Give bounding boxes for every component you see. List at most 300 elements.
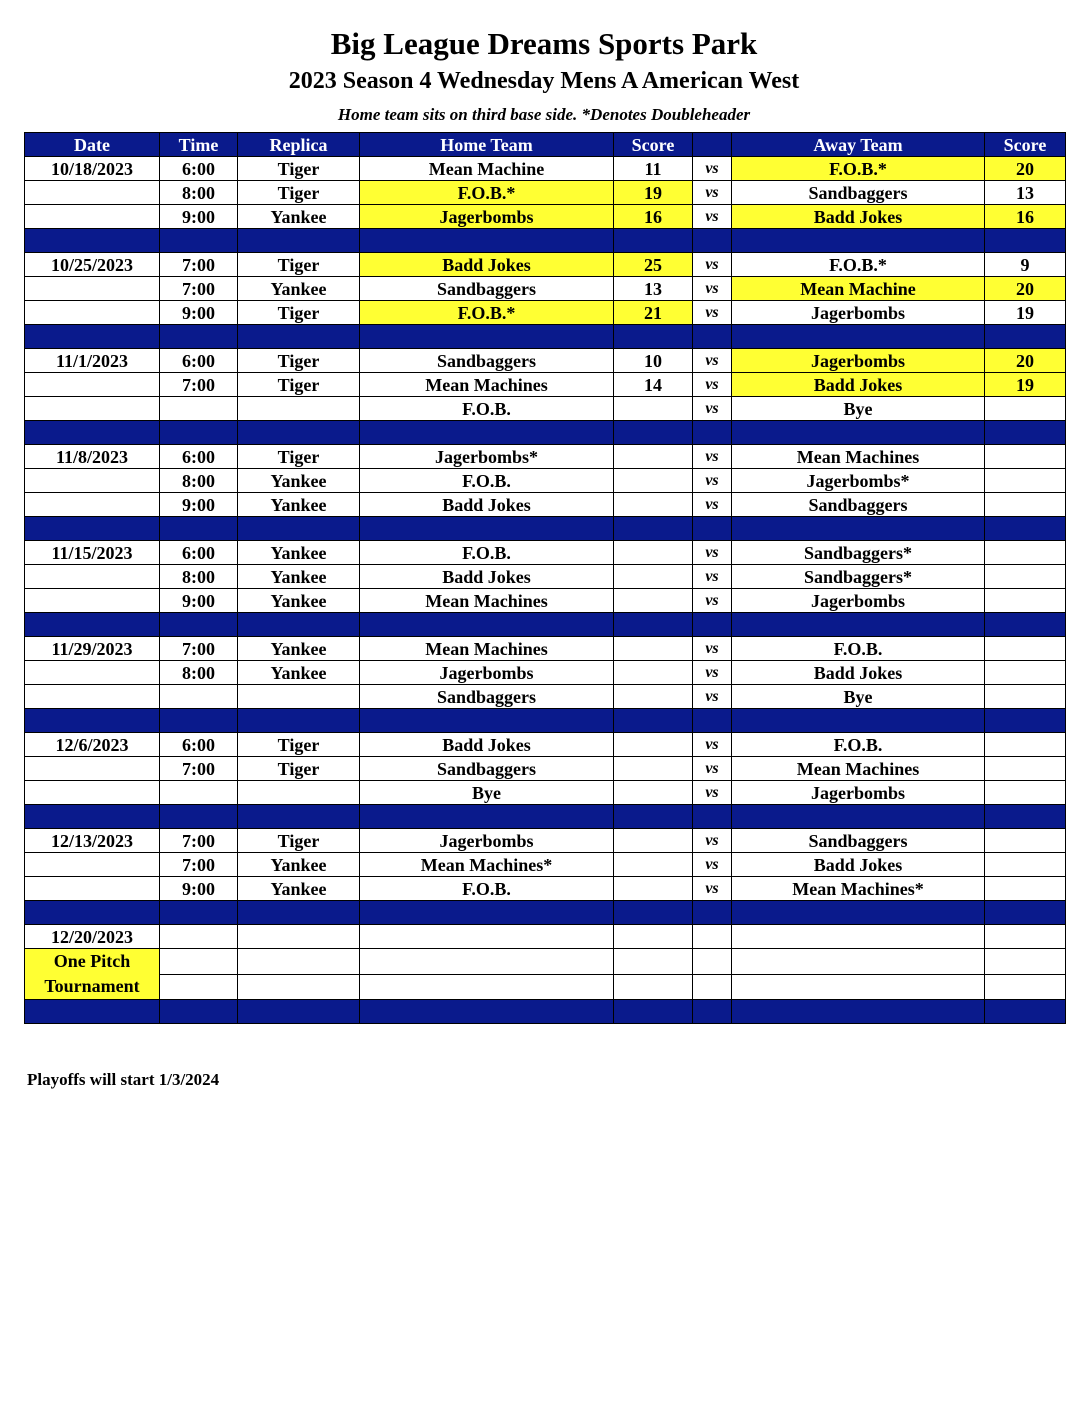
vs-label: vs [693,757,732,781]
separator-cell [238,1000,360,1024]
game-replica [238,685,360,709]
home-score [614,661,693,685]
home-score: 13 [614,277,693,301]
game-time: 8:00 [160,469,238,493]
separator-cell [985,901,1066,925]
game-replica: Tiger [238,829,360,853]
header-note: Home team sits on third base side. *Denotes Doubleheader [337,105,751,124]
home-score: 25 [614,253,693,277]
separator-cell [985,613,1066,637]
separator-cell [160,805,238,829]
game-date [25,565,160,589]
home-score [614,757,693,781]
game-replica [238,397,360,421]
away-score: 19 [985,301,1066,325]
home-team: F.O.B.* [360,181,614,205]
game-row [25,205,1066,229]
home-score: 21 [614,301,693,325]
game-date: 11/15/2023 [25,541,160,565]
empty-cell [614,925,693,949]
vs-label: vs [693,781,732,805]
separator-cell [614,229,693,253]
separator-cell [693,901,732,925]
empty-cell [985,974,1066,1000]
tournament-row [25,949,1066,975]
game-time: 9:00 [160,493,238,517]
game-row [25,181,1066,205]
vs-label: vs [693,877,732,901]
home-score: 16 [614,205,693,229]
separator-cell [693,709,732,733]
game-time: 7:00 [160,757,238,781]
away-team: Mean Machine [732,277,985,301]
game-time [160,397,238,421]
game-row [25,277,1066,301]
empty-cell [238,949,360,975]
game-row [25,349,1066,373]
game-date [25,685,160,709]
home-team: Bye [360,781,614,805]
separator-cell [985,1000,1066,1024]
game-replica: Tiger [238,181,360,205]
away-score: 20 [985,349,1066,373]
away-score [985,469,1066,493]
away-score [985,637,1066,661]
separator-cell [160,325,238,349]
page-subtitle: 2023 Season 4 Wednesday Mens A American West [288,68,800,94]
separator-cell [360,325,614,349]
col-replica: Replica [238,133,360,157]
separator-cell [360,901,614,925]
separator-cell [238,517,360,541]
separator-cell [985,709,1066,733]
separator-cell [732,805,985,829]
game-date [25,397,160,421]
separator-cell [25,1000,160,1024]
game-row [25,445,1066,469]
game-row [25,733,1066,757]
tournament-line-2: Tournament [44,976,140,996]
away-score: 13 [985,181,1066,205]
game-row [25,157,1066,181]
away-team: Jagerbombs [732,781,985,805]
separator-cell [160,517,238,541]
game-row [25,541,1066,565]
game-date [25,205,160,229]
separator-cell [160,709,238,733]
away-team: Mean Machines [732,757,985,781]
separator-cell [732,517,985,541]
game-row [25,853,1066,877]
separator-cell [160,901,238,925]
col-away-team: Away Team [732,133,985,157]
vs-label: vs [693,397,732,421]
separator-cell [985,421,1066,445]
week-separator [25,709,1066,733]
game-time: 6:00 [160,445,238,469]
away-score [985,565,1066,589]
week-separator [25,229,1066,253]
away-score [985,829,1066,853]
final-date-row [25,925,1066,949]
game-time: 9:00 [160,589,238,613]
game-date: 10/25/2023 [25,253,160,277]
empty-cell [732,949,985,975]
tournament-label [25,949,160,1000]
empty-cell [732,925,985,949]
separator-cell [238,421,360,445]
home-team: Sandbaggers [360,685,614,709]
home-team: Mean Machine [360,157,614,181]
home-team: Jagerbombs [360,661,614,685]
separator-cell [693,1000,732,1024]
vs-label: vs [693,493,732,517]
home-team: Jagerbombs [360,205,614,229]
vs-label: vs [693,445,732,469]
empty-cell [160,974,238,1000]
game-replica: Tiger [238,445,360,469]
game-date [25,757,160,781]
home-score [614,637,693,661]
separator-cell [238,901,360,925]
game-replica: Yankee [238,469,360,493]
empty-cell [614,949,693,975]
game-row [25,757,1066,781]
game-date: 11/29/2023 [25,637,160,661]
vs-label: vs [693,589,732,613]
away-score: 20 [985,157,1066,181]
home-team: Badd Jokes [360,733,614,757]
home-score [614,541,693,565]
home-score [614,685,693,709]
separator-cell [614,805,693,829]
separator-cell [614,613,693,637]
game-time: 7:00 [160,277,238,301]
separator-cell [732,613,985,637]
away-score [985,589,1066,613]
game-replica: Yankee [238,565,360,589]
away-team: Jagerbombs [732,349,985,373]
home-score [614,853,693,877]
empty-cell [160,949,238,975]
separator-cell [25,613,160,637]
away-score [985,445,1066,469]
separator-cell [25,421,160,445]
separator-cell [732,901,985,925]
home-team: Mean Machines [360,373,614,397]
game-row [25,373,1066,397]
away-team: Jagerbombs [732,589,985,613]
home-team: F.O.B.* [360,301,614,325]
game-date: 10/18/2023 [25,157,160,181]
empty-cell [614,974,693,1000]
away-team: Badd Jokes [732,661,985,685]
away-team: Mean Machines [732,445,985,469]
game-date [25,469,160,493]
away-score [985,493,1066,517]
page-title: Big League Dreams Sports Park [330,26,758,61]
away-team: Jagerbombs* [732,469,985,493]
separator-cell [614,709,693,733]
separator-cell [160,229,238,253]
empty-cell [238,925,360,949]
col-home-team: Home Team [360,133,614,157]
game-date: 12/13/2023 [25,829,160,853]
separator-cell [693,229,732,253]
separator-cell [614,1000,693,1024]
game-time: 6:00 [160,541,238,565]
separator-cell [25,709,160,733]
game-replica: Yankee [238,877,360,901]
game-time: 6:00 [160,733,238,757]
away-team: Sandbaggers [732,493,985,517]
home-score [614,493,693,517]
home-score [614,877,693,901]
game-row [25,685,1066,709]
game-time: 9:00 [160,877,238,901]
vs-label: vs [693,853,732,877]
home-score [614,397,693,421]
game-row [25,877,1066,901]
home-team: Badd Jokes [360,253,614,277]
home-score [614,589,693,613]
empty-cell [360,974,614,1000]
separator-cell [693,613,732,637]
separator-cell [360,709,614,733]
separator-cell [693,325,732,349]
empty-cell [693,925,732,949]
vs-label: vs [693,205,732,229]
separator-cell [614,901,693,925]
away-score [985,781,1066,805]
game-row [25,469,1066,493]
week-separator [25,517,1066,541]
separator-cell [614,517,693,541]
separator-cell [160,421,238,445]
home-team: Sandbaggers [360,349,614,373]
empty-cell [985,925,1066,949]
home-score [614,733,693,757]
game-time: 7:00 [160,637,238,661]
empty-cell [985,949,1066,975]
empty-cell [732,974,985,1000]
game-time: 6:00 [160,349,238,373]
playoffs-note: Playoffs will start 1/3/2024 [27,1070,220,1089]
game-replica: Yankee [238,205,360,229]
home-team: F.O.B. [360,541,614,565]
away-team: Badd Jokes [732,205,985,229]
away-team: F.O.B.* [732,253,985,277]
separator-cell [732,325,985,349]
game-time: 8:00 [160,661,238,685]
game-row [25,253,1066,277]
game-row [25,493,1066,517]
away-team: Sandbaggers [732,829,985,853]
home-team: Mean Machines [360,637,614,661]
game-replica: Yankee [238,637,360,661]
game-time [160,685,238,709]
separator-cell [985,229,1066,253]
home-team: Jagerbombs [360,829,614,853]
game-date: 12/6/2023 [25,733,160,757]
vs-label: vs [693,661,732,685]
vs-label: vs [693,301,732,325]
home-team: Badd Jokes [360,493,614,517]
game-time: 9:00 [160,301,238,325]
vs-label: vs [693,541,732,565]
home-score [614,565,693,589]
home-team: Sandbaggers [360,757,614,781]
away-score [985,397,1066,421]
away-score [985,733,1066,757]
separator-cell [732,421,985,445]
vs-label: vs [693,469,732,493]
away-team: Badd Jokes [732,373,985,397]
separator-cell [693,805,732,829]
game-time: 8:00 [160,181,238,205]
game-date [25,589,160,613]
separator-cell [732,229,985,253]
final-date: 12/20/2023 [25,925,160,949]
separator-cell [25,805,160,829]
week-separator [25,325,1066,349]
week-separator [25,805,1066,829]
game-replica [238,781,360,805]
away-score [985,685,1066,709]
home-team: Mean Machines* [360,853,614,877]
game-replica: Tiger [238,253,360,277]
separator-cell [614,421,693,445]
separator-cell [25,517,160,541]
away-team: Mean Machines* [732,877,985,901]
separator-cell [238,709,360,733]
vs-label: vs [693,277,732,301]
game-time: 7:00 [160,373,238,397]
week-separator [25,613,1066,637]
empty-cell [360,925,614,949]
home-score: 14 [614,373,693,397]
game-replica: Tiger [238,373,360,397]
game-row [25,589,1066,613]
game-time: 7:00 [160,253,238,277]
separator-cell [160,1000,238,1024]
home-score [614,781,693,805]
vs-label: vs [693,181,732,205]
vs-label: vs [693,565,732,589]
away-score [985,877,1066,901]
game-row [25,781,1066,805]
separator-cell [360,613,614,637]
away-score [985,541,1066,565]
away-score [985,853,1066,877]
away-score [985,661,1066,685]
game-row [25,301,1066,325]
col-away-score: Score [985,133,1066,157]
separator-cell [985,805,1066,829]
col-home-score: Score [614,133,693,157]
vs-label: vs [693,253,732,277]
game-replica: Tiger [238,157,360,181]
game-replica: Yankee [238,589,360,613]
header-row [25,133,1066,157]
game-replica: Tiger [238,301,360,325]
vs-label: vs [693,349,732,373]
separator-cell [985,325,1066,349]
separator-cell [732,1000,985,1024]
separator-cell [238,613,360,637]
empty-cell [238,974,360,1000]
game-date [25,661,160,685]
game-date [25,277,160,301]
game-date [25,853,160,877]
week-separator [25,1000,1066,1024]
game-replica: Tiger [238,349,360,373]
separator-cell [360,805,614,829]
separator-cell [238,805,360,829]
game-replica: Yankee [238,277,360,301]
away-team: Bye [732,397,985,421]
home-team: F.O.B. [360,877,614,901]
game-date [25,781,160,805]
away-score: 20 [985,277,1066,301]
away-team: Badd Jokes [732,853,985,877]
game-time: 7:00 [160,829,238,853]
away-team: Bye [732,685,985,709]
game-date [25,877,160,901]
separator-cell [238,229,360,253]
game-time: 9:00 [160,205,238,229]
away-score: 16 [985,205,1066,229]
separator-cell [693,421,732,445]
vs-label: vs [693,733,732,757]
separator-cell [160,613,238,637]
empty-cell [360,949,614,975]
game-replica: Tiger [238,757,360,781]
col-vs [693,133,732,157]
away-score [985,757,1066,781]
separator-cell [614,325,693,349]
separator-cell [693,517,732,541]
away-team: F.O.B. [732,637,985,661]
vs-label: vs [693,829,732,853]
separator-cell [360,421,614,445]
game-row [25,829,1066,853]
separator-cell [25,901,160,925]
game-time: 6:00 [160,157,238,181]
home-score: 19 [614,181,693,205]
away-team: Sandbaggers* [732,565,985,589]
game-replica: Yankee [238,541,360,565]
schedule-table [24,132,1066,1024]
vs-label: vs [693,637,732,661]
away-team: Jagerbombs [732,301,985,325]
separator-cell [360,229,614,253]
vs-label: vs [693,157,732,181]
home-team: F.O.B. [360,397,614,421]
separator-cell [360,1000,614,1024]
empty-cell [693,974,732,1000]
home-team: Jagerbombs* [360,445,614,469]
away-team: Sandbaggers* [732,541,985,565]
game-time: 8:00 [160,565,238,589]
vs-label: vs [693,373,732,397]
game-row [25,565,1066,589]
separator-cell [985,517,1066,541]
home-score [614,469,693,493]
week-separator [25,421,1066,445]
game-replica: Yankee [238,661,360,685]
separator-cell [25,325,160,349]
